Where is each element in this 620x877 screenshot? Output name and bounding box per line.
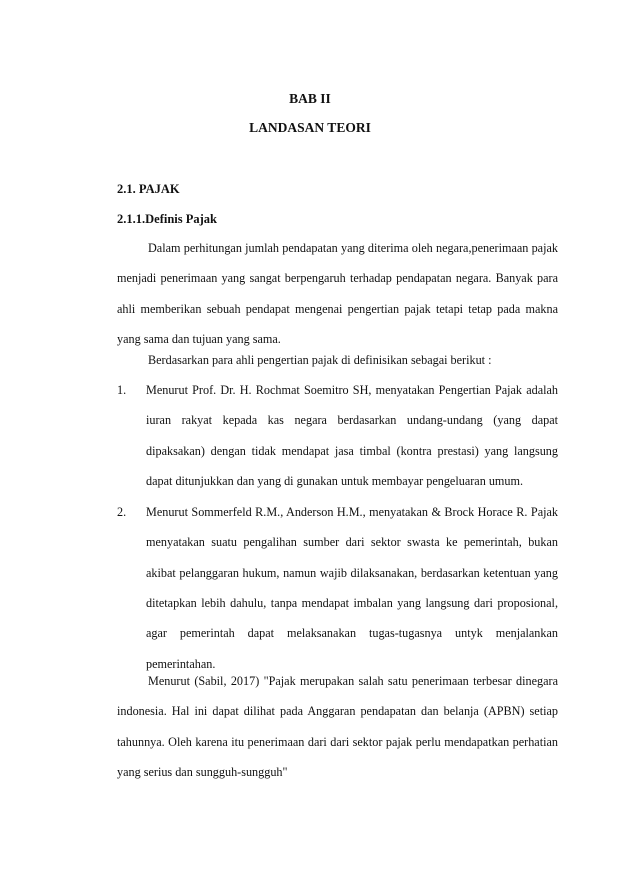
paragraph-definitions-lead: Berdasarkan para ahli pengertian pajak di definisikan sebagai berikut : (148, 353, 492, 367)
paragraph-intro: Dalam perhitungan jumlah pendapatan yang diterima oleh negara,penerimaan pajak menjadi penerimaan yang sangat berpengaruh terhadap pendapatan negara. Banyak para ahli memberikan sebuah pendapat mengenai pengertian pajak tetapi tetap pada makna yang sama dan tujuan yang sama. (117, 241, 558, 346)
list-item-text: Menurut Prof. Dr. H. Rochmat Soemitro SH, menyatakan Pengertian Pajak adalah iuran rakyat kepada kas negara berdasarkan undang-undang (yang dapat dipaksakan) dengan tidak mendapat jasa timbal (kontra prestasi) yang langsung dapat ditunjukkan dan yang di gunakan untuk membayar pengeluaran umum. (146, 383, 558, 488)
chapter-number: BAB II (289, 91, 331, 106)
list-item (117, 375, 558, 496)
definition-list (117, 375, 558, 679)
list-item-number: 2. (117, 505, 127, 520)
list-item-text: Menurut Sommerfeld R.M., Anderson H.M., menyatakan & Brock Horace R. Pajak menyatakan suatu pengalihan sumber dari sektor swasta ke pemerintah, bukan akibat pelanggaran hukum, namun wajib dilaksanakan, berdasarkan ketentuan yang ditetapkan lebih dahulu, tanpa mendapat imbalan yang langsung dari proposional, agar pemerintah dapat melaksanakan tugas-tugasnya untyk menjalankan pemerintahan. (146, 505, 558, 671)
list-item-number: 1. (117, 383, 127, 397)
section-heading: 2.1. PAJAK (117, 182, 180, 196)
paragraph-sabil-quote: Menurut (Sabil, 2017) "Pajak merupakan salah satu penerimaan terbesar dinegara indonesia. Hal ini dapat dilihat pada Anggaran pendapatan dan belanja (APBN) setiap tahunnya. Oleh karena itu penerimaan dari dari sektor pajak perlu mendapatkan perhatian yang serius dan sungguh-sungguh" (117, 674, 558, 779)
chapter-title: LANDASAN TEORI (249, 120, 371, 135)
subsection-heading: 2.1.1.Definis Pajak (117, 212, 217, 226)
list-item (117, 497, 558, 679)
